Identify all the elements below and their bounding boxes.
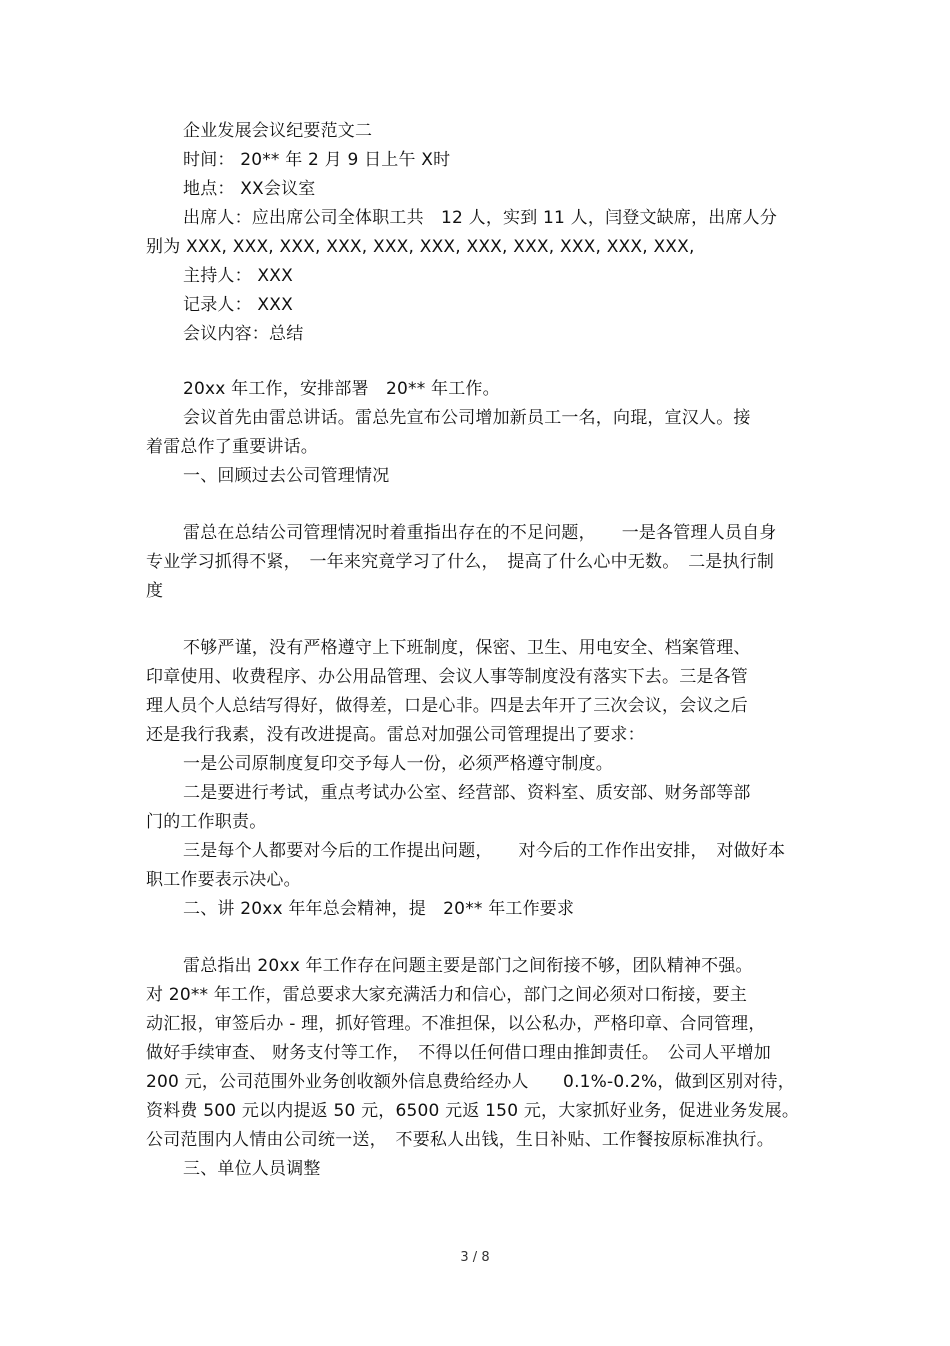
paragraph-line: 不够严谨，没有严格遵守上下班制度，保密、卫生、用电安全、档案管理、 [183,638,751,658]
meeting-location: 地点： XX会议室 [183,179,316,199]
requirement-2: 二是要进行考试，重点考试办公室、经营部、资料室、质安部、财务部等部 [183,783,751,803]
attendees-line-1: 出席人：应出席公司全体职工共 12 人，实到 11 人，闫登文缺席，出席人分 [183,208,778,228]
requirement-1: 一是公司原制度复印交予每人一份，必须严格遵守制度。 [183,754,613,774]
paragraph-line: 对 20** 年工作，雷总要求大家充满活力和信心，部门之间必须对口衔接，要主 [146,985,748,1005]
paragraph-line: 会议首先由雷总讲话。雷总先宣布公司增加新员工一名，向琨，宣汉人。接 [183,408,751,428]
paragraph-line: 动汇报，审签后办 - 理，抓好管理。不准担保，以公私办，严格印章、合同管理， [146,1014,766,1034]
recorder: 记录人： XXX [183,295,293,315]
paragraph-line: 印章使用、收费程序、办公用品管理、会议人事等制度没有落实下去。三是各管 [146,667,748,687]
page-number: 3 / 8 [460,1250,490,1265]
paragraph-line: 专业学习抓得不紧， 一年来究竟学习了什么， 提高了什么心中无数。 二是执行制 [146,552,775,572]
host: 主持人： XXX [183,266,293,286]
paragraph-line: 雷总指出 20xx 年工作存在问题主要是部门之间衔接不够，团队精神不强。 [183,956,753,976]
meeting-content: 会议内容：总结 [183,324,304,344]
paragraph-line: 做好手续审查、 财务支付等工作， 不得以任何借口理由推卸责任。 公司人平增加 [146,1043,772,1063]
paragraph-line: 职工作要表示决心。 [146,870,301,890]
paragraph-line: 200 元，公司范围外业务创收额外信息费给经办人 0.1%-0.2%，做到区别对待， [146,1072,795,1092]
attendees-line-2: 别为 XXX, XXX, XXX, XXX, XXX, XXX, XXX, XXX, XXX, XXX, XXX, [146,237,695,257]
section-heading-1: 一、回顾过去公司管理情况 [183,466,390,486]
paragraph-line: 雷总在总结公司管理情况时着重指出存在的不足问题， 一是各管理人员自身 [183,523,777,543]
meeting-time: 时间： 20** 年 2 月 9 日上午 X时 [183,150,451,170]
paragraph-line: 度 [146,581,164,601]
paragraph-line: 资料费 500 元以内提返 50 元，6500 元返 150 元，大家抓好业务，促进业务发展。 [146,1101,800,1121]
paragraph-line: 还是我行我素，没有改进提高。雷总对加强公司管理提出了要求： [146,725,645,745]
paragraph-line: 理人员个人总结写得好，做得差，口是心非。四是去年开了三次会议，会议之后 [146,696,748,716]
section-heading-2: 二、讲 20xx 年年总会精神，提 20** 年工作要求 [183,899,575,919]
paragraph-line: 着雷总作了重要讲话。 [146,437,318,457]
requirement-3: 三是每个人都要对今后的工作提出问题， 对今后的工作作出安排， 对做好本 [183,841,786,861]
doc-title: 企业发展会议纪要范文二 [183,121,373,141]
paragraph-line: 公司范围内人情由公司统一送， 不要私人出钱，生日补贴、工作餐按原标准执行。 [146,1130,774,1150]
paragraph-line: 20xx 年工作，安排部署 20** 年工作。 [183,379,500,399]
paragraph-line: 门的工作职责。 [146,812,267,832]
section-heading-3: 三、单位人员调整 [183,1159,321,1179]
